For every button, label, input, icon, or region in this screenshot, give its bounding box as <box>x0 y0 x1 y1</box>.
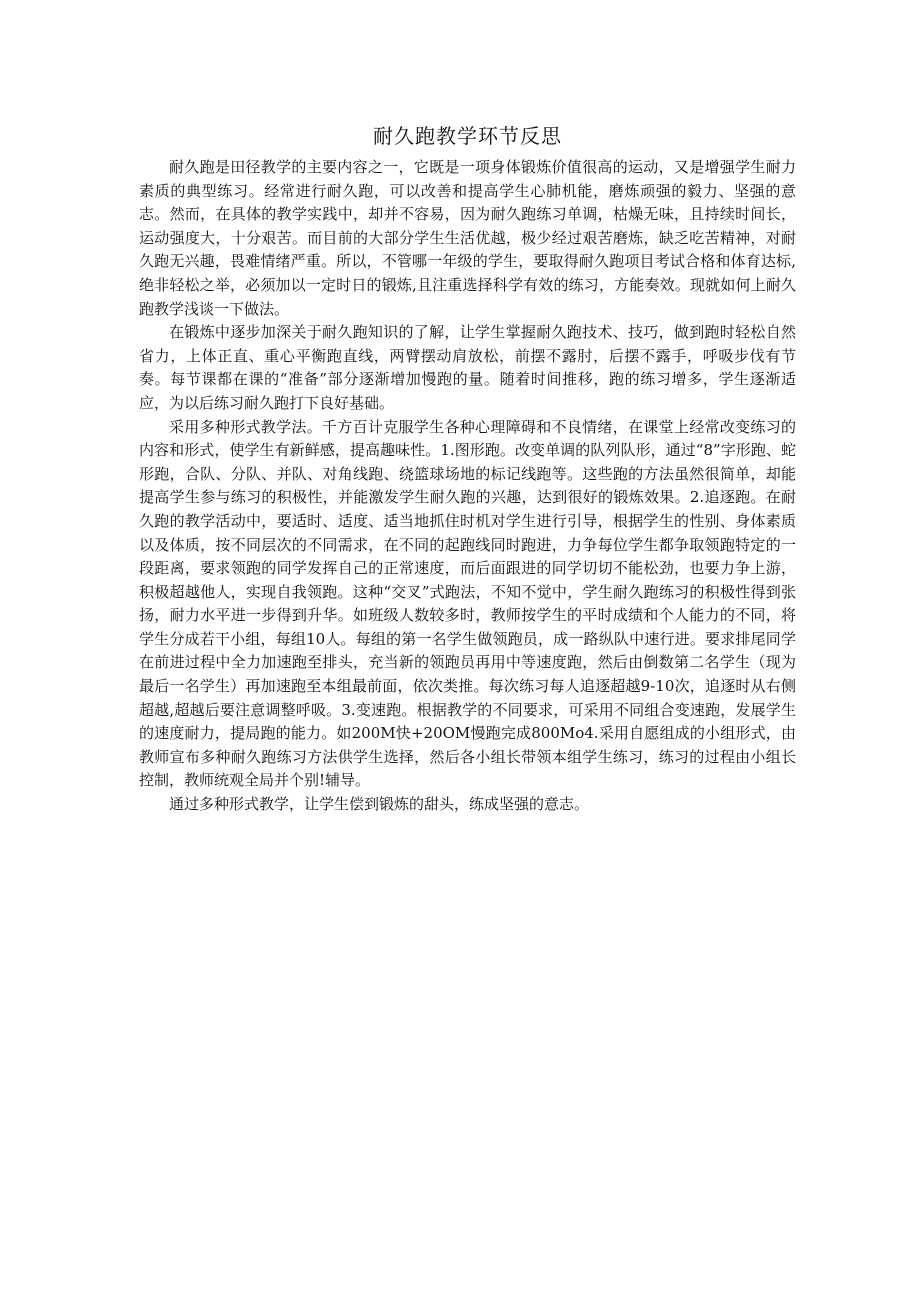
paragraph-technique: 在锻炼中逐步加深关于耐久跑知识的了解，让学生掌握耐久跑技术、技巧，做到跑时轻松自然省力，上体正直、重心平衡跑直线，两臂摆动肩放松，前摆不露肘，后摆不露手，呼吸步伐有节奏。每节课都在课的“准备”部分逐渐增加慢跑的量。随着时间推移，跑的练习增多，学生逐渐适应，为以后练习耐久跑打下良好基础。 <box>139 323 796 412</box>
paragraph-conclusion: 通过多种形式教学，让学生偿到锻炼的甜头，练成坚强的意志。 <box>169 795 590 814</box>
paragraph-intro: 耐久跑是田径教学的主要内容之一，它既是一项身体锻炼价值很高的运动，又是增强学生耐力素质的典型练习。经常进行耐久跑，可以改善和提高学生心肺机能，磨炼顽强的毅力、坚强的意志。然而，在具体的教学实践中，却并不容易，因为耐久跑练习单调，枯燥无味，且持续时间长，运动强度大，十分艰苦。而目前的大部分学生生活优越，极少经过艰苦磨炼，缺乏吃苦精神，对耐久跑无兴趣，畏难情绪严重。所以，不管哪一年级的学生，要取得耐久跑项目考试合格和体育达标,绝非轻松之举，必须加以一定时日的锻炼,且注重选择科学有效的练习，方能奏效。现就如何上耐久跑教学浅谈一下做法。 <box>139 158 796 318</box>
document-title: 耐久跑教学环节反思 <box>373 124 562 148</box>
paragraph-methods: 采用多种形式教学法。千方百计克服学生各种心理障碍和不良情绪，在课堂上经常改变练习的内容和形式，使学生有新鲜感，提高趣味性。1.图形跑。改变单调的队列队形，通过“8”字形跑、蛇形跑，合队、分队、并队、对角线跑、绕篮球场地的标记线跑等。这些跑的方法虽然很简单，却能提高学生参与练习的积极性，并能激发学生耐久跑的兴趣，达到很好的锻炼效果。2.追逐跑。在耐久跑的教学活动中，要适时、适度、适当地抓住时机对学生进行引导，根据学生的性别、身体素质以及体质，按不同层次的不同需求，在不同的起跑线同时跑进，力争每位学生都争取领跑特定的一段距离，要求领跑的同学发挥自己的正常速度，而后面跟进的同学切切不能松劲，也要力争上游，积极超越他人，实现自我领跑。这种“交叉”式跑法，不知不觉中，学生耐久跑练习的积极性得到张扬，耐力水平进一步得到升华。如班级人数较多时，教师按学生的平时成绩和个人能力的不同，将学生分成若干小组，每组10人。每组的第一名学生做领跑员，成一路纵队中速行进。要求排尾同学在前进过程中全力加速跑至排头，充当新的领跑员再用中等速度跑，然后由倒数第二名学生（现为最后一名学生）再加速跑至本组最前面，依次类推。每次练习每人追逐超越9-10次，追逐时从右侧超越,超越后要注意调整呼吸。3.变速跑。根据教学的不同要求，可采用不同组合变速跑，发展学生的速度耐力，提局跑的能力。如200M快+20OM慢跑完成800Mo4.采用自愿组成的小组形式，由教师宣布多种耐久跑练习方法供学生选择，然后各小组长带领本组学生练习，练习的过程由小组长控制，教师统观全局并个别!辅导。 <box>139 417 796 790</box>
document-page <box>139 120 796 817</box>
